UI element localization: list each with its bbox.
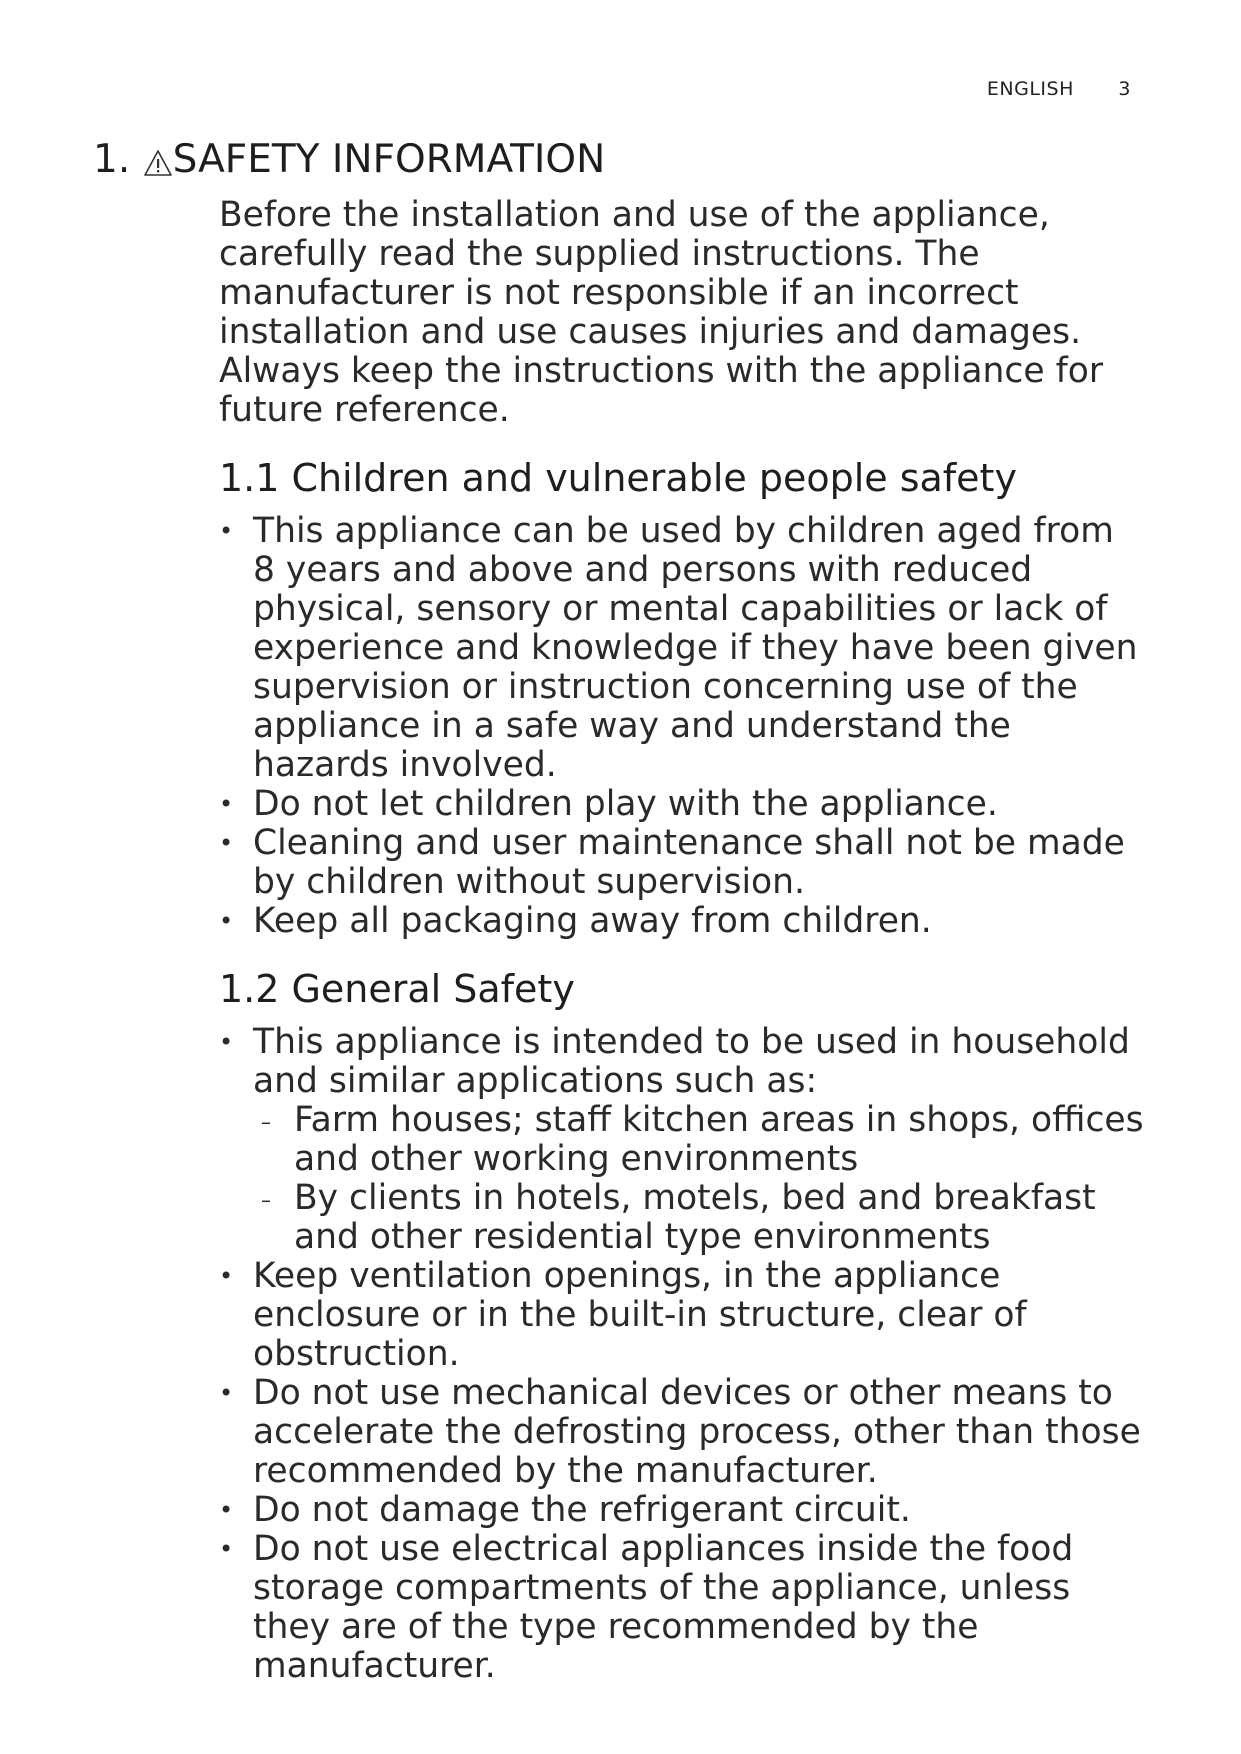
list-item-text: Do not use electrical appliances inside the food storage compartments of the appliance, unless they are of the type recommended by the manufacturer. xyxy=(253,1529,1074,1686)
list-item-text: Do not use mechanical devices or other means to accelerate the defrosting process, other than those recommended by the manufacturer. xyxy=(253,1373,1141,1491)
list-item xyxy=(219,785,1144,824)
children-safety-list xyxy=(219,512,1144,941)
bullet-glyph: • xyxy=(219,907,234,935)
dash-glyph: – xyxy=(261,1110,271,1134)
sublist-item xyxy=(261,1101,1144,1179)
section-title xyxy=(93,134,605,192)
list-item xyxy=(219,1257,1144,1374)
bullet-glyph: • xyxy=(219,1496,234,1524)
list-item-text: This appliance is intended to be used in household and similar applications such as: xyxy=(253,1022,1130,1101)
subheading-children-safety xyxy=(219,454,1144,502)
list-item-text: This appliance can be used by children aged from 8 years and above and persons with reduced physical, sensory or mental capabilities or lack of experience and knowledge if they have been given supervision or instruction concerning use of the appliance in a safe way and understand the hazards involved. xyxy=(253,511,1138,785)
general-safety-list xyxy=(219,1023,1144,1686)
list-item xyxy=(219,512,1144,785)
list-item-text: Keep all packaging away from children. xyxy=(253,901,932,941)
list-item-text: Do not damage the refrigerant circuit. xyxy=(253,1490,911,1530)
list-item xyxy=(219,824,1144,902)
sublist-item-text: Farm houses; staff kitchen areas in shops, offices and other working environments xyxy=(294,1100,1144,1179)
bullet-glyph: • xyxy=(219,1379,234,1407)
list-item-text: Do not let children play with the appliance. xyxy=(253,784,998,824)
section-title-text: SAFETY INFORMATION xyxy=(172,137,606,182)
subheading-number: 1.1 xyxy=(219,456,280,500)
list-item xyxy=(219,1530,1144,1686)
list-item xyxy=(219,1491,1144,1530)
warning-triangle-icon xyxy=(143,140,173,192)
section-number: 1. xyxy=(93,137,131,182)
usage-sublist xyxy=(253,1101,1144,1257)
bullet-glyph: • xyxy=(219,1028,234,1056)
bullet-glyph: • xyxy=(219,790,234,818)
list-item xyxy=(219,902,1144,941)
bullet-glyph: • xyxy=(219,829,234,857)
subheading-number: 1.2 xyxy=(219,967,280,1011)
language-label: ENGLISH xyxy=(986,78,1074,100)
bullet-glyph: • xyxy=(219,1262,234,1290)
sublist-item-text: By clients in hotels, motels, bed and breakfast and other residential type environments xyxy=(294,1178,1096,1257)
subheading-text: Children and vulnerable people safety xyxy=(291,456,1017,500)
list-item xyxy=(219,1374,1144,1491)
page-number: 3 xyxy=(1118,78,1131,100)
intro-paragraph: Before the installation and use of the appliance, carefully read the supplied instructions. The manufacturer is not responsible if an incorrect installation and use causes injuries and damages. Always keep the instructions with the appliance for future reference. xyxy=(219,195,1104,430)
subheading-general-safety xyxy=(219,965,1144,1013)
bullet-glyph: • xyxy=(219,1535,234,1563)
sublist-item xyxy=(261,1179,1144,1257)
list-item-text: Cleaning and user maintenance shall not be made by children without supervision. xyxy=(253,823,1125,902)
subheading-text: General Safety xyxy=(291,967,575,1011)
list-item-text: Keep ventilation openings, in the appliance enclosure or in the built-in structure, clear of obstruction. xyxy=(253,1256,1027,1374)
dash-glyph: – xyxy=(261,1188,271,1212)
main-content xyxy=(219,196,1144,1686)
list-item xyxy=(219,1023,1144,1257)
bullet-glyph: • xyxy=(219,517,234,545)
page-header xyxy=(987,78,1131,100)
